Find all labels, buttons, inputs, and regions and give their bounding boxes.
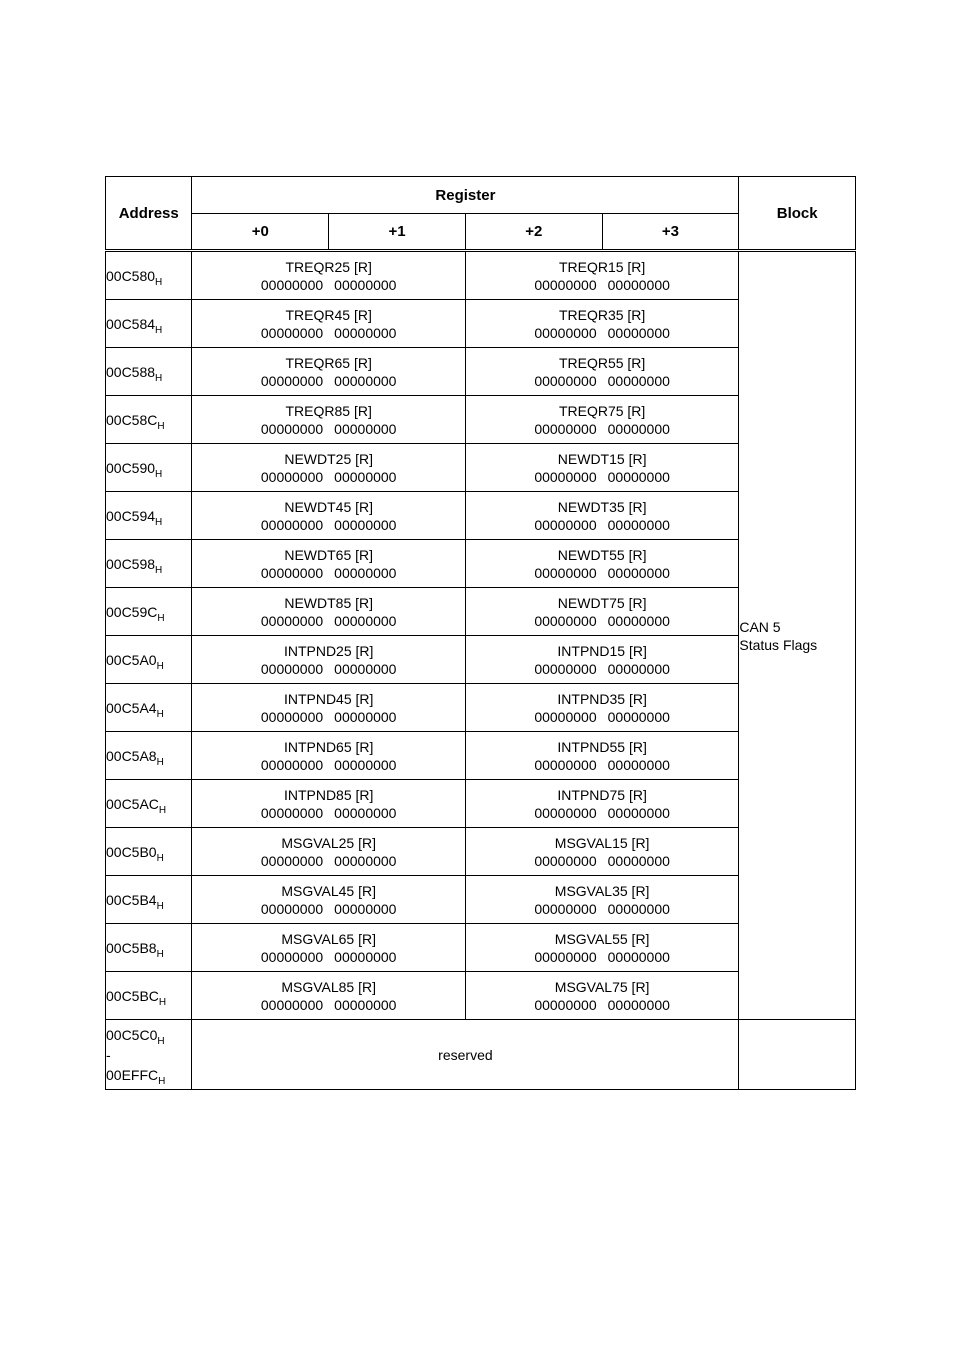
reset-value: [466, 612, 738, 630]
register-name: TREQR45 [R]: [285, 306, 372, 323]
reset-bits-low: 00000000: [334, 372, 397, 389]
reset-bits-low: 00000000: [607, 756, 670, 773]
reset-value: [466, 756, 738, 774]
reset-bits-high: 00000000: [260, 372, 324, 389]
reset-value: [466, 468, 738, 486]
header-address: Address: [106, 177, 192, 251]
register-cell-right: [465, 780, 738, 828]
register-name: INTPND15 [R]: [557, 642, 647, 659]
address-value: 00C590: [106, 459, 156, 476]
register-map-table: [105, 176, 856, 1090]
address-cell: [106, 972, 192, 1020]
register-cell-right: [465, 636, 738, 684]
reset-value: [192, 372, 464, 390]
register-cell-right: [465, 396, 738, 444]
header-offset-1: +1: [329, 214, 466, 251]
register-cell-left: [192, 828, 465, 876]
address-value: 00C5A8: [106, 747, 157, 764]
register-name: NEWDT85 [R]: [284, 594, 374, 611]
block-label-line1: CAN 5: [739, 618, 781, 635]
hex-suffix: H: [155, 324, 163, 336]
address-cell: [106, 588, 192, 636]
reset-bits-high: 00000000: [534, 996, 597, 1013]
reset-value: [192, 996, 464, 1014]
reset-bits-high: 00000000: [534, 372, 597, 389]
register-cell-right: [465, 972, 738, 1020]
address-value: 00C594: [106, 507, 156, 524]
address-value: 00C58C: [106, 411, 158, 428]
reset-bits-low: 00000000: [607, 804, 670, 821]
register-cell-left: [192, 444, 465, 492]
hex-suffix: H: [155, 564, 163, 576]
register-name: INTPND65 [R]: [283, 738, 374, 755]
reset-bits-high: 00000000: [260, 948, 324, 965]
reset-bits-low: 00000000: [334, 612, 397, 629]
address-cell: [106, 684, 192, 732]
register-name: TREQR35 [R]: [558, 306, 646, 323]
reset-value: [192, 516, 464, 534]
reset-bits-low: 00000000: [607, 852, 670, 869]
reset-value: [466, 372, 738, 390]
block-label-line2: Status Flags: [739, 636, 818, 653]
address-cell: [106, 251, 192, 300]
register-name: NEWDT25 [R]: [284, 450, 374, 467]
header-offset-3: +3: [602, 214, 739, 251]
register-cell-left: [192, 780, 465, 828]
hex-suffix: H: [156, 708, 164, 720]
address-value: 00C5B0: [106, 843, 157, 860]
reset-value: [192, 420, 464, 438]
register-cell-left: [192, 684, 465, 732]
register-cell-right: [465, 924, 738, 972]
address-value: 00C598: [106, 555, 156, 572]
reset-value: [466, 900, 738, 918]
register-name: INTPND75 [R]: [557, 786, 647, 803]
reset-bits-high: 00000000: [260, 996, 324, 1013]
address-range-end: $00EFFC_H$: [106, 1066, 166, 1087]
register-name: MSGVAL75 [R]: [554, 978, 650, 995]
reset-bits-low: 00000000: [607, 420, 670, 437]
reset-bits-low: 00000000: [607, 948, 670, 965]
reset-bits-high: 00000000: [534, 516, 597, 533]
register-name: MSGVAL35 [R]: [554, 882, 650, 899]
reset-bits-high: 00000000: [534, 420, 597, 437]
reset-value: [192, 612, 464, 630]
register-name: NEWDT65 [R]: [284, 546, 374, 563]
reset-bits-low: 00000000: [607, 708, 670, 725]
address-cell: [106, 876, 192, 924]
register-cell-right: [465, 492, 738, 540]
reset-bits-high: 00000000: [260, 516, 324, 533]
register-cell-right: [465, 300, 738, 348]
reset-bits-high: 00000000: [534, 852, 597, 869]
reset-value: [192, 564, 464, 582]
register-name: INTPND55 [R]: [557, 738, 647, 755]
reset-bits-low: 00000000: [334, 708, 397, 725]
register-name: NEWDT75 [R]: [557, 594, 647, 611]
hex-suffix: H: [156, 852, 164, 864]
hex-suffix: H: [156, 948, 164, 960]
table-row-reserved: [106, 1020, 856, 1090]
register-cell-right: [465, 251, 738, 300]
reset-value: [192, 852, 464, 870]
reset-value: [192, 276, 464, 294]
reset-bits-high: 00000000: [534, 468, 597, 485]
register-name: INTPND25 [R]: [283, 642, 374, 659]
reset-value: [192, 468, 464, 486]
address-cell: [106, 540, 192, 588]
reset-bits-high: 00000000: [260, 468, 324, 485]
reset-bits-low: 00000000: [607, 660, 670, 677]
register-name: MSGVAL15 [R]: [554, 834, 650, 851]
reset-bits-high: 00000000: [260, 708, 324, 725]
hex-suffix: H: [155, 372, 163, 384]
register-name: MSGVAL65 [R]: [281, 930, 376, 947]
reset-bits-low: 00000000: [607, 276, 670, 293]
reset-bits-high: 00000000: [534, 276, 597, 293]
address-cell: [106, 780, 192, 828]
register-name: NEWDT15 [R]: [557, 450, 647, 467]
address-value: 00C5B4: [106, 891, 157, 908]
reset-value: [466, 660, 738, 678]
address-value: 00C59C: [106, 603, 158, 620]
reset-value: [192, 900, 464, 918]
reset-value: [466, 996, 738, 1014]
register-name: INTPND35 [R]: [557, 690, 647, 707]
reset-value: [466, 420, 738, 438]
reset-bits-low: 00000000: [607, 324, 670, 341]
address-cell: [106, 348, 192, 396]
reset-bits-low: 00000000: [334, 996, 397, 1013]
address-value: 00C5B8: [106, 939, 157, 956]
reset-bits-low: 00000000: [607, 996, 670, 1013]
register-cell-right: [465, 732, 738, 780]
reset-value: [466, 708, 738, 726]
reset-bits-high: 00000000: [534, 900, 597, 917]
reset-bits-high: 00000000: [260, 276, 324, 293]
hex-suffix: H: [155, 276, 163, 288]
hex-suffix: H: [155, 516, 163, 528]
register-name: MSGVAL85 [R]: [281, 978, 376, 995]
reset-bits-high: 00000000: [534, 564, 597, 581]
reset-bits-high: 00000000: [260, 900, 324, 917]
reset-bits-high: 00000000: [534, 756, 597, 773]
address-value: 00C5A0: [106, 651, 157, 668]
register-name: TREQR65 [R]: [285, 354, 372, 371]
address-range-start: $00C5C0_H$: [106, 1026, 165, 1047]
block-cell: [739, 251, 856, 1020]
hex-suffix: H: [157, 420, 165, 432]
hex-suffix: H: [158, 996, 167, 1008]
reset-bits-low: 00000000: [334, 468, 397, 485]
reset-bits-high: 00000000: [260, 660, 324, 677]
register-cell-left: [192, 732, 465, 780]
reset-bits-low: 00000000: [334, 948, 397, 965]
reset-bits-high: 00000000: [534, 612, 597, 629]
reset-bits-high: 00000000: [534, 324, 597, 341]
table-row: [106, 251, 856, 300]
reset-value: [466, 564, 738, 582]
register-name: TREQR25 [R]: [285, 258, 372, 275]
address-value: 00C5BC: [106, 987, 159, 1004]
address-cell: [106, 444, 192, 492]
address-range-separator: -: [106, 1046, 111, 1063]
block-cell-empty: [739, 1020, 856, 1090]
reset-bits-high: 00000000: [260, 852, 324, 869]
register-name: MSGVAL45 [R]: [281, 882, 376, 899]
reset-bits-low: 00000000: [334, 276, 397, 293]
register-cell-right: [465, 540, 738, 588]
register-name: MSGVAL55 [R]: [554, 930, 650, 947]
register-cell-left: [192, 348, 465, 396]
reset-bits-low: 00000000: [334, 420, 397, 437]
register-cell-left: [192, 300, 465, 348]
address-cell: [106, 732, 192, 780]
register-name: TREQR75 [R]: [558, 402, 646, 419]
register-cell-left: [192, 540, 465, 588]
header-block: Block: [739, 177, 856, 251]
register-cell-left: [192, 251, 465, 300]
reset-value: [466, 852, 738, 870]
reset-bits-low: 00000000: [607, 468, 670, 485]
reset-bits-high: 00000000: [260, 564, 324, 581]
reset-value: [466, 516, 738, 534]
reset-bits-low: 00000000: [334, 900, 397, 917]
address-cell: [106, 300, 192, 348]
address-value: 00C584: [106, 315, 156, 332]
reset-bits-high: 00000000: [534, 708, 597, 725]
reset-value: [466, 804, 738, 822]
register-name: NEWDT45 [R]: [284, 498, 374, 515]
register-rows: [106, 251, 856, 1090]
reset-bits-low: 00000000: [334, 852, 397, 869]
reset-value: [192, 660, 464, 678]
reset-bits-high: 00000000: [534, 948, 597, 965]
reset-bits-high: 00000000: [260, 804, 324, 821]
register-name: INTPND85 [R]: [283, 786, 374, 803]
hex-suffix: H: [156, 900, 164, 912]
header-offset-2: +2: [465, 214, 602, 251]
reset-value: [192, 708, 464, 726]
header-register: Register: [192, 177, 739, 214]
register-cell-left: [192, 396, 465, 444]
register-cell-left: [192, 972, 465, 1020]
register-cell-right: [465, 348, 738, 396]
reset-bits-high: 00000000: [260, 612, 324, 629]
reset-bits-low: 00000000: [334, 660, 397, 677]
address-cell: [106, 492, 192, 540]
reset-value: [192, 948, 464, 966]
register-name: MSGVAL25 [R]: [281, 834, 376, 851]
reset-bits-low: 00000000: [334, 756, 397, 773]
address-value: 00C5AC: [106, 795, 159, 812]
register-name: INTPND45 [R]: [283, 690, 374, 707]
reset-value: [466, 324, 738, 342]
hex-suffix: H: [157, 612, 165, 624]
hex-suffix: H: [158, 804, 167, 816]
hex-suffix: H: [155, 468, 163, 480]
reset-bits-low: 00000000: [607, 564, 670, 581]
address-cell: [106, 636, 192, 684]
reset-bits-low: 00000000: [334, 324, 397, 341]
register-cell-left: [192, 588, 465, 636]
address-cell: [106, 396, 192, 444]
register-name: TREQR15 [R]: [558, 258, 646, 275]
reset-bits-low: 00000000: [607, 372, 670, 389]
register-cell-right: [465, 588, 738, 636]
register-cell-right: [465, 684, 738, 732]
reset-bits-low: 00000000: [334, 804, 397, 821]
reset-bits-high: 00000000: [260, 756, 324, 773]
register-name: NEWDT55 [R]: [557, 546, 647, 563]
register-cell-right: [465, 876, 738, 924]
reset-bits-high: 00000000: [534, 804, 597, 821]
reset-bits-low: 00000000: [607, 516, 670, 533]
address-value: 00C5A4: [106, 699, 157, 716]
reset-bits-low: 00000000: [334, 564, 397, 581]
register-cell-left: [192, 876, 465, 924]
register-name: TREQR85 [R]: [285, 402, 372, 419]
address-value: 00C580: [106, 267, 156, 284]
reset-bits-low: 00000000: [607, 900, 670, 917]
address-value: 00C588: [106, 363, 156, 380]
register-name: NEWDT35 [R]: [557, 498, 647, 515]
register-cell-right: [465, 444, 738, 492]
register-cell-left: [192, 636, 465, 684]
reset-value: [466, 948, 738, 966]
register-cell-right: [465, 828, 738, 876]
reset-value: [192, 324, 464, 342]
reserved-cell: reserved: [192, 1020, 739, 1090]
address-cell: [106, 924, 192, 972]
reset-bits-low: 00000000: [607, 612, 670, 629]
address-range-cell: [106, 1020, 192, 1090]
register-cell-left: [192, 924, 465, 972]
address-cell: [106, 828, 192, 876]
header-offset-0: +0: [192, 214, 329, 251]
reset-bits-high: 00000000: [260, 324, 324, 341]
hex-suffix: H: [156, 660, 164, 672]
reset-value: [192, 804, 464, 822]
reset-bits-high: 00000000: [260, 420, 324, 437]
reset-value: [466, 276, 738, 294]
register-name: TREQR55 [R]: [558, 354, 646, 371]
reset-bits-low: 00000000: [334, 516, 397, 533]
reset-bits-high: 00000000: [534, 660, 597, 677]
register-cell-left: [192, 492, 465, 540]
reset-value: [192, 756, 464, 774]
hex-suffix: H: [156, 756, 164, 768]
